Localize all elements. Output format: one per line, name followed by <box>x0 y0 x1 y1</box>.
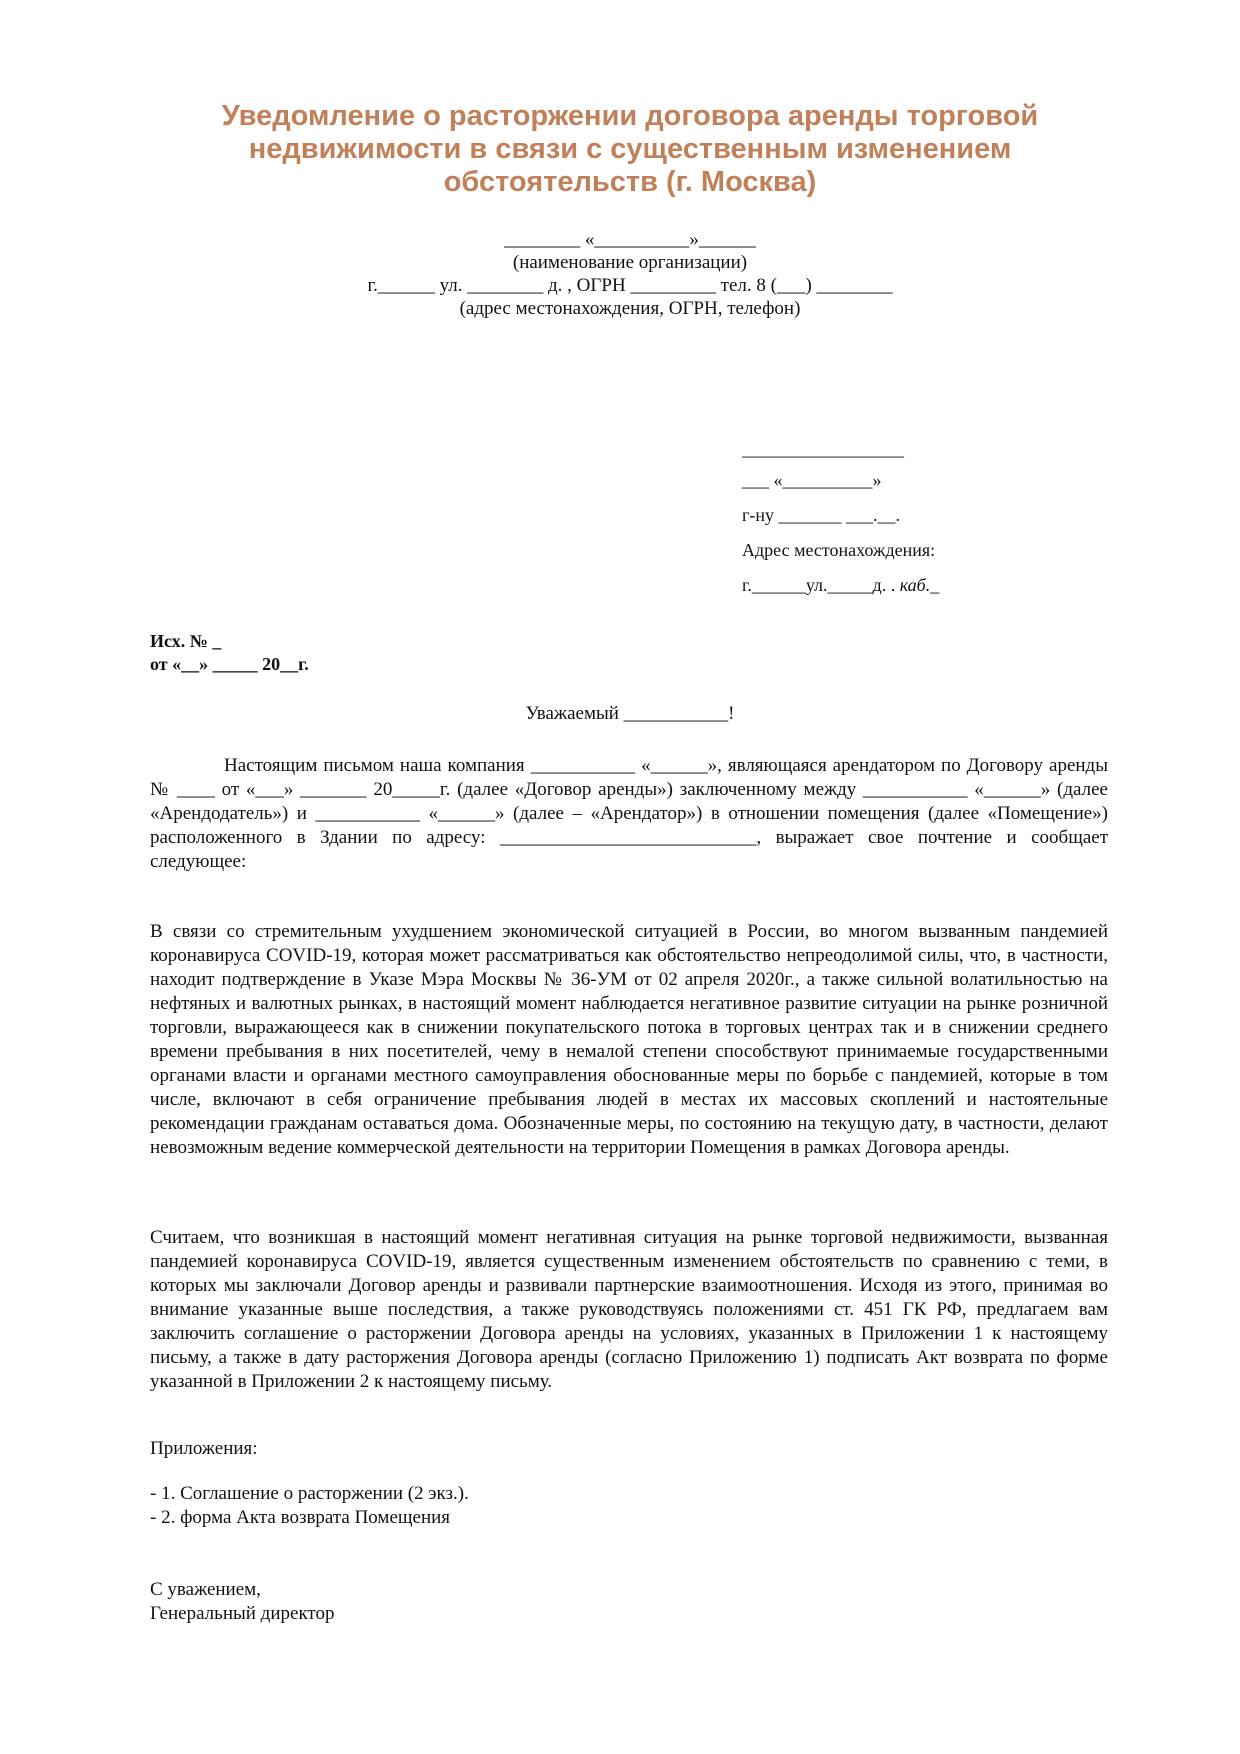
sender-org-caption: (наименование организации) <box>512 252 748 273</box>
recipient-name: г-ну _______ ___.__. <box>742 505 901 525</box>
sender-org-line: ________ «__________»______ <box>504 229 756 250</box>
sender-address-caption: (адрес местонахождения, ОГРН, телефон) <box>459 298 801 319</box>
closing-regards: С уважением, <box>150 1579 261 1600</box>
title-line-2: недвижимости в связи с существенным изменением <box>248 133 1012 165</box>
document-title <box>150 100 1110 199</box>
sender-address-line: г.______ ул. ________ д. , ОГРН _________ тел. 8 (___) ________ <box>367 275 893 296</box>
greeting: Уважаемый ___________! <box>525 703 735 724</box>
intro-paragraph: Настоящим письмом наша компания ___________ «______», являющаяся арендатором по Договору аренды № ____ от «___» _______ 20_____г. (далее «Договор аренды») заключенному между ___________ «______» (далее «Арендодатель») и ___________ «______» (далее – «Арендатор») в отношении помещения (далее «Помещение») расположенного в Здании по адресу: ___________________________, выражает свое почтение и сообщает следующее: <box>150 755 1108 872</box>
recipient-address-main: г.______ул._____д. . <box>742 575 896 595</box>
attachment-item-2: - 2. форма Акта возврата Помещения <box>150 1507 451 1528</box>
outgoing-number: Исх. № _ <box>150 631 222 651</box>
attachments-heading: Приложения: <box>150 1438 258 1459</box>
recipient-company: ___ «__________» <box>742 470 882 490</box>
recipient-line-1: __________________ <box>742 439 904 459</box>
recipient-address <box>742 574 939 596</box>
outgoing-date: от «__» _____ 20__г. <box>150 654 309 674</box>
title-line-1: Уведомление о расторжении договора аренды торговой <box>221 100 1039 132</box>
title-line-3: обстоятельств (г. Москва) <box>443 166 817 198</box>
closing-position: Генеральный директор <box>150 1603 335 1624</box>
recipient-address-label: Адрес местонахождения: <box>742 540 936 560</box>
recipient-address-office: каб._ <box>895 575 940 595</box>
proposal-paragraph: Считаем, что возникшая в настоящий момент негативная ситуация на рынке торговой недвижимости, вызванная пандемией коронавируса COVID-19, является существенным изменением обстоятельств по сравнению с теми, в которых мы заключали Договор аренды и развивали партнерские взаимоотношения. Исходя из этого, принимая во внимание указанные выше последствия, а также руководствуясь положениями ст. 451 ГК РФ, предлагаем вам заключить соглашение о расторжении Договора аренды на условиях, указанных в Приложении 1 к настоящему письму, а также в дату расторжения Договора аренды (согласно Приложению 1) подписать Акт возврата по форме указанной в Приложении 2 к настоящему письму. <box>150 1227 1108 1392</box>
attachment-item-1: - 1. Соглашение о расторжении (2 экз.). <box>150 1483 469 1504</box>
situation-paragraph: В связи со стремительным ухудшением экономической ситуацией в России, во многом вызванным пандемией коронавируса COVID-19, которая может рассматриваться как обстоятельство непреодолимой силы, что, в частности, находит подтверждение в Указе Мэра Москвы № 36-УМ от 02 апреля 2020г., а также сильной волатильностью на нефтяных и валютных рынках, в настоящий момент наблюдается негативное развитие ситуации на рынке розничной торговли, выражающееся как в снижении покупательского потока в торговых центрах так и в снижении среднего времени пребывания в них посетителей, чему в немалой степени способствуют принимаемые государственными органами власти и органами местного самоуправления обоснованные меры по борьбе с пандемией, которые в том числе, включают в себя ограничение пребывания людей в местах их массовых скоплений и настоятельные рекомендации гражданам оставаться дома. Обозначенные меры, по состоянию на текущую дату, в частности, делают невозможным ведение коммерческой деятельности на территории Помещения в рамках Договора аренды. <box>150 921 1108 1158</box>
